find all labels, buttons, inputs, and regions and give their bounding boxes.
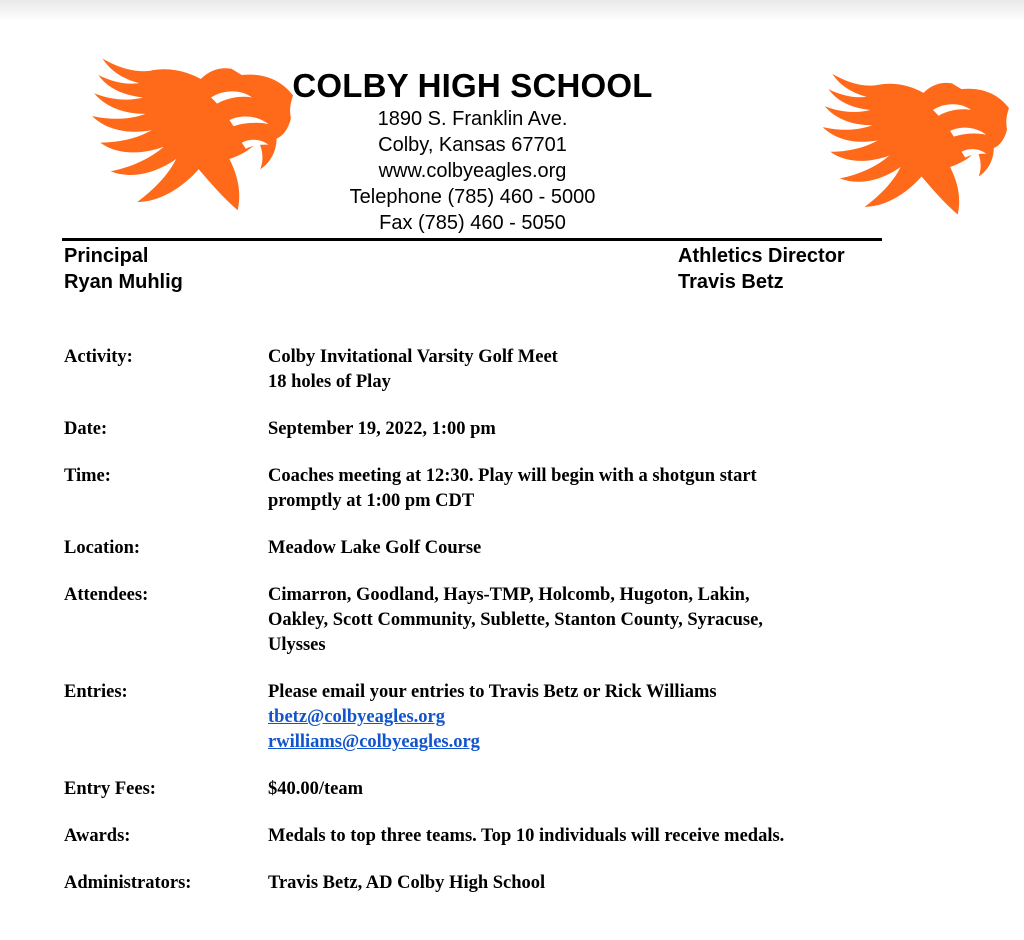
telephone: Telephone (785) 460 - 5000 [349,186,596,208]
detail-value [268,345,558,395]
eagle-logo-left [88,56,293,221]
detail-value-line: Please email your entries to Travis Betz or Rick Williams [268,682,717,702]
detail-value-line: $40.00/team [268,779,364,799]
detail-value [268,464,757,514]
detail-value-line: 18 holes of Play [268,372,391,392]
detail-row [64,777,964,802]
detail-label: Entry Fees: [64,779,156,799]
detail-value-line: Travis Betz, AD Colby High School [268,873,546,893]
detail-value-line: Ulysses [268,635,326,655]
eagle-head-icon [88,56,293,221]
email-link[interactable]: rwilliams@colbyeagles.org [268,732,480,752]
city-state-zip: Colby, Kansas 67701 [378,134,567,156]
detail-value [268,417,496,442]
school-name: COLBY HIGH SCHOOL [292,67,653,104]
detail-value-line: September 19, 2022, 1:00 pm [268,419,496,439]
detail-label: Date: [64,419,108,439]
detail-value [268,583,763,658]
detail-label: Entries: [64,682,128,702]
detail-row [64,680,964,755]
detail-label: Time: [64,466,111,486]
website: www.colbyeagles.org [378,160,567,182]
detail-value-line: Oakley, Scott Community, Sublette, Stanton County, Syracuse, [268,610,763,630]
detail-value-line: Coaches meeting at 12:30. Play will begin with a shotgun start [268,466,757,486]
athletics-director-block [678,243,845,295]
detail-value [268,871,545,896]
detail-row [64,824,964,849]
detail-value-line: Medals to top three teams. Top 10 individuals will receive medals. [268,826,785,846]
detail-value-line: Colby Invitational Varsity Golf Meet [268,347,558,367]
detail-row [64,871,964,896]
detail-label: Administrators: [64,873,192,893]
detail-label: Attendees: [64,585,149,605]
street-address: 1890 S. Franklin Ave. [377,108,568,130]
detail-value [268,824,784,849]
detail-row [64,345,964,395]
detail-row [64,417,964,442]
viewer-top-bar [0,0,1024,22]
detail-row [64,536,964,561]
detail-value-line: Cimarron, Goodland, Hays-TMP, Holcomb, Hugoton, Lakin, [268,585,750,605]
athletics-director-name: Travis Betz [678,271,784,293]
eagle-head-icon [818,72,1010,224]
detail-label: Activity: [64,347,133,367]
principal-block [64,243,183,295]
detail-row [64,583,964,658]
detail-label: Location: [64,538,141,558]
detail-value [268,536,481,561]
eagle-logo-right [818,72,1010,224]
letterhead-divider [62,238,882,241]
email-link[interactable]: tbetz@colbyeagles.org [268,707,445,727]
detail-row [64,464,964,514]
detail-value-line: Meadow Lake Golf Course [268,538,482,558]
detail-label: Awards: [64,826,131,846]
detail-value [268,680,717,755]
event-details [64,345,964,896]
detail-value [268,777,363,802]
fax: Fax (785) 460 - 5050 [379,212,566,234]
letterhead [290,66,655,236]
principal-name: Ryan Muhlig [64,271,183,293]
principal-title: Principal [64,245,149,267]
athletics-director-title: Athletics Director [678,245,845,267]
detail-value-line: promptly at 1:00 pm CDT [268,491,475,511]
